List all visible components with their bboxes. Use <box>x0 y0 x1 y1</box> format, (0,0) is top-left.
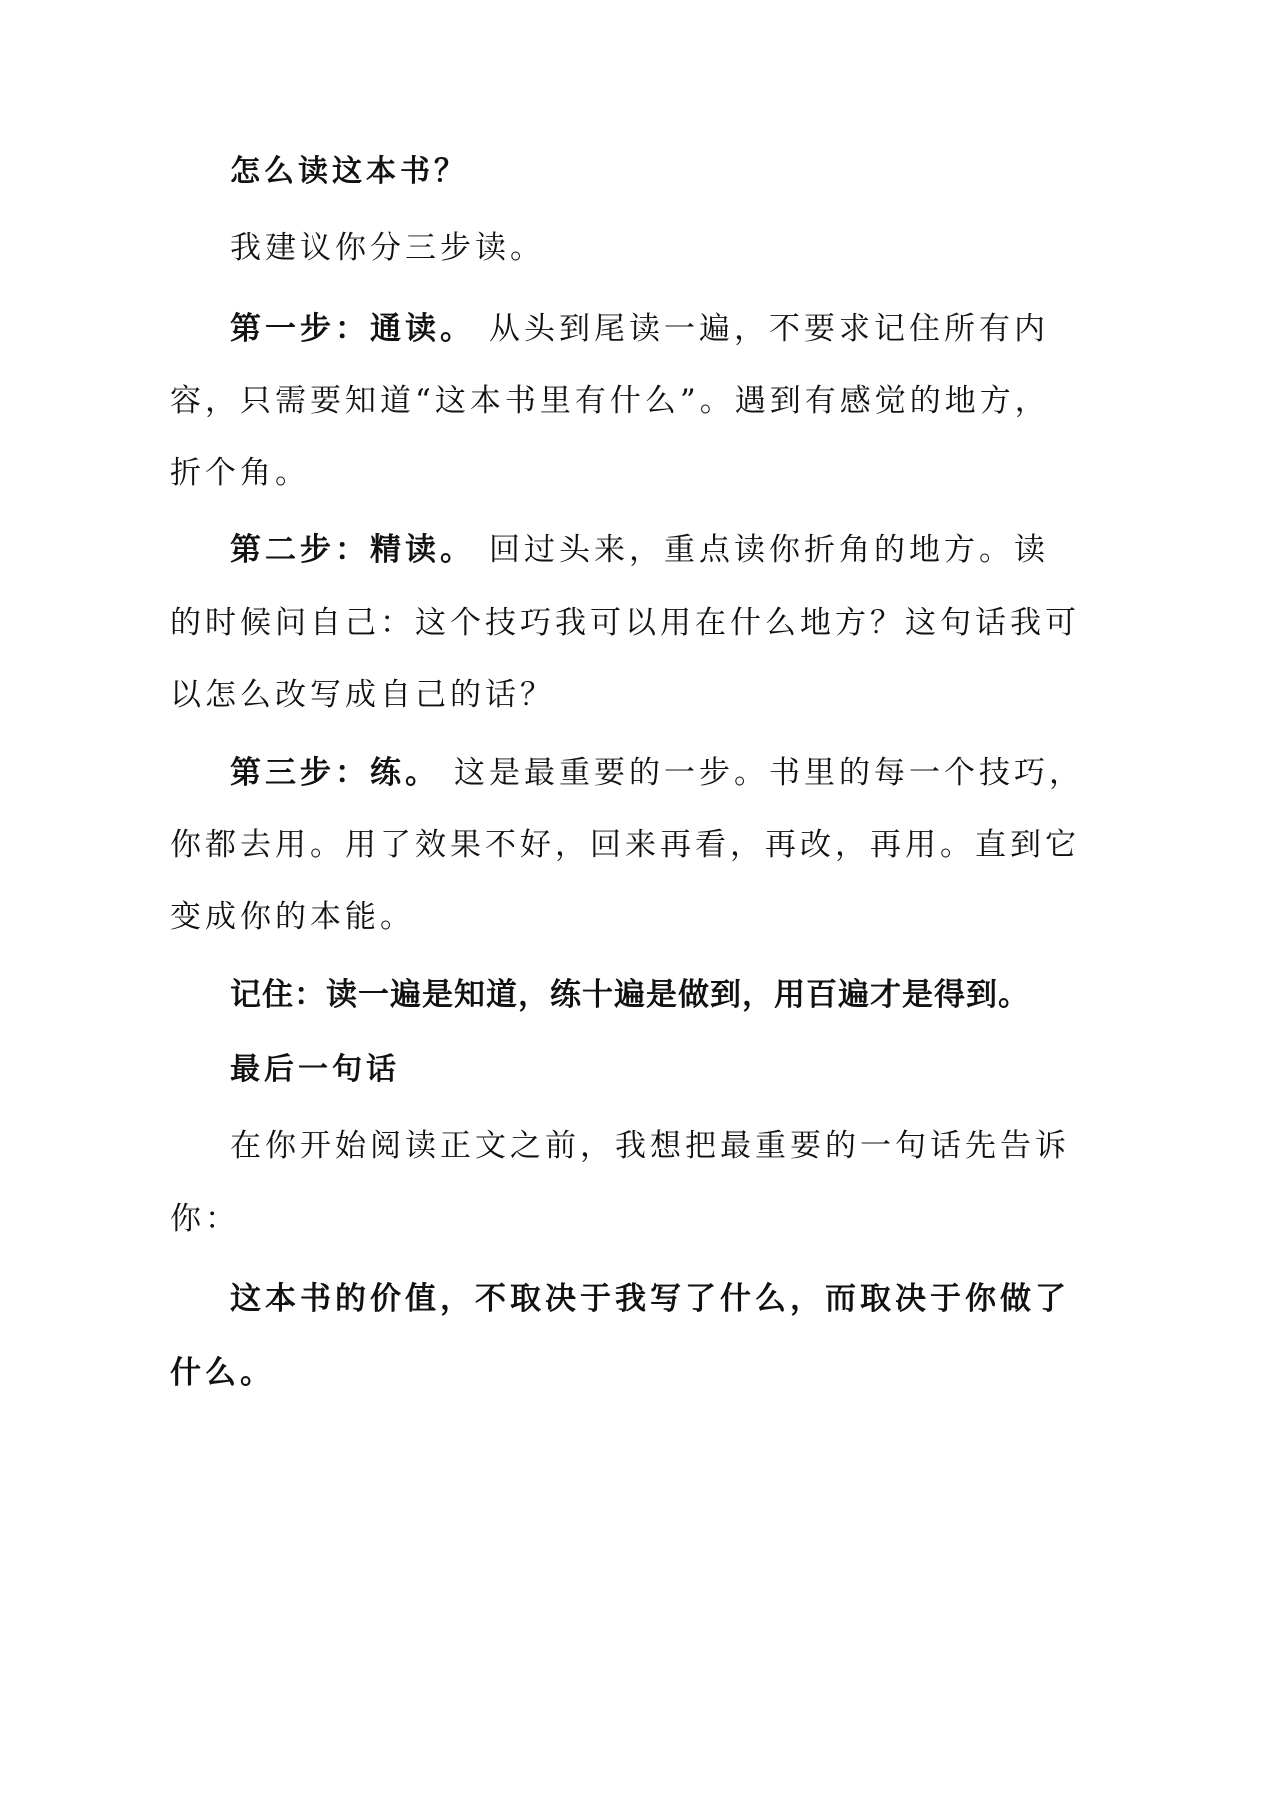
step1-text-line2: 容，只需要知道“这本书里有什么”。遇到有感觉的地方， <box>170 383 1050 419</box>
final-statement-line2: 什么。 <box>170 1355 275 1391</box>
step2-text-line2: 的时候问自己：这个技巧我可以用在什么地方？这句话我可 <box>170 605 1080 641</box>
step2-first-line <box>230 530 1049 570</box>
heading-how-to-read: 怎么读这本书？ <box>230 154 468 189</box>
heading-last-words: 最后一句话 <box>230 1052 400 1087</box>
step2-text-line3: 以怎么改写成自己的话？ <box>170 677 555 713</box>
step2-text-line1: 回过头来，重点读你折角的地方。读 <box>489 532 1049 568</box>
step3-text-line3: 变成你的本能。 <box>170 899 415 935</box>
step3-label: 第三步：练。 <box>230 755 440 791</box>
remember-statement: 记住：读一遍是知道，练十遍是做到，用百遍才是得到。 <box>230 977 1030 1013</box>
closing-line2: 你： <box>170 1201 240 1237</box>
step1-text-line1: 从头到尾读一遍，不要求记住所有内 <box>489 311 1049 347</box>
step2-label: 第二步：精读。 <box>230 532 475 568</box>
final-statement-line1: 这本书的价值，不取决于我写了什么，而取决于你做了 <box>230 1281 1070 1317</box>
step1-text-line3: 折个角。 <box>170 455 310 491</box>
step1-label: 第一步：通读。 <box>230 311 475 347</box>
step3-text-line1: 这是最重要的一步。书里的每一个技巧， <box>454 755 1084 791</box>
step3-text-line2: 你都去用。用了效果不好，回来再看，再改，再用。直到它 <box>170 827 1080 863</box>
closing-line1: 在你开始阅读正文之前，我想把最重要的一句话先告诉 <box>230 1128 1070 1164</box>
intro-paragraph: 我建议你分三步读。 <box>230 230 545 266</box>
step3-first-line <box>230 753 1084 793</box>
step1-first-line <box>230 309 1049 349</box>
